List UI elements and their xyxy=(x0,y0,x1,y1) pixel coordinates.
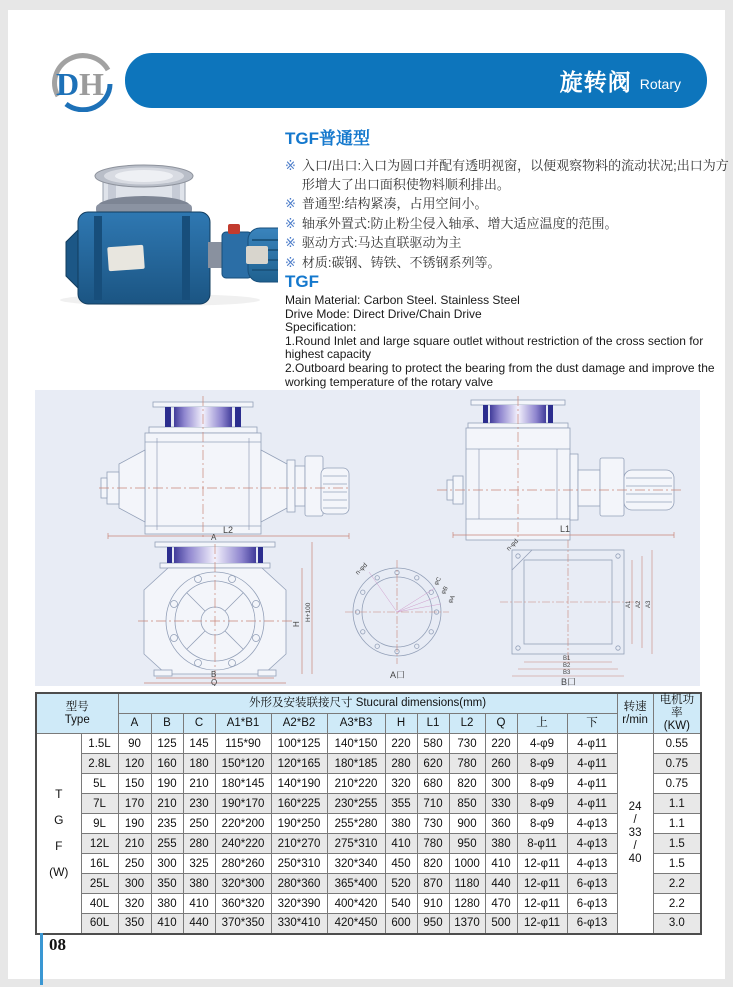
table-cell: 100*125 xyxy=(271,734,327,754)
dim-label-l2: L2 xyxy=(223,525,234,535)
model-type-cell: 25L xyxy=(81,874,118,894)
round-flange-drawing xyxy=(335,552,470,680)
power-cell: 1.5 xyxy=(653,854,701,874)
table-cell: 320*390 xyxy=(271,894,327,914)
dia-label: φB xyxy=(440,585,450,596)
table-cell: 370*350 xyxy=(215,914,271,934)
feature-bullets xyxy=(285,157,733,273)
table-cell: 710 xyxy=(417,794,449,814)
spec-line: 1.Round Inlet and large square outlet without restriction of the cross section for highest capacity xyxy=(285,333,704,362)
table-cell: 280 xyxy=(183,834,215,854)
table-cell: 300 xyxy=(151,854,183,874)
col-header-power xyxy=(653,693,701,734)
table-cell: 420*450 xyxy=(327,914,385,934)
table-cell: 12-φ11 xyxy=(517,894,567,914)
table-cell: 4-φ13 xyxy=(567,834,617,854)
table-cell: 910 xyxy=(417,894,449,914)
dim-label-q: Q xyxy=(211,678,218,686)
table-cell: 140*150 xyxy=(327,734,385,754)
table-cell: 6-φ13 xyxy=(567,914,617,934)
table-cell: 150 xyxy=(118,774,151,794)
table-body xyxy=(36,734,701,934)
table-cell: 12-φ11 xyxy=(517,874,567,894)
table-cell: 320 xyxy=(118,894,151,914)
table-cell: 280 xyxy=(385,754,417,774)
power-cell: 0.75 xyxy=(653,754,701,774)
table-cell: 190 xyxy=(151,774,183,794)
bullet-marker: ※ xyxy=(285,235,296,250)
col-header-speed-zh: 转速 xyxy=(623,700,647,713)
table-cell: 820 xyxy=(449,774,485,794)
col-header-power-en: (KW) xyxy=(663,720,690,732)
table-cell: 730 xyxy=(449,734,485,754)
table-cell: 120*165 xyxy=(271,754,327,774)
table-cell: 210 xyxy=(183,774,215,794)
table-cell: 780 xyxy=(417,834,449,854)
table-cell: 145 xyxy=(183,734,215,754)
table-cell: 1180 xyxy=(449,874,485,894)
spec-line: 2.Outboard bearing to protect the bearing from the dust damage and improve the working temperature of the rotary valve xyxy=(285,360,715,389)
table-cell: 380 xyxy=(385,814,417,834)
col-header-dim: B xyxy=(151,713,183,733)
table-cell: 220 xyxy=(385,734,417,754)
table-cell: 250 xyxy=(183,814,215,834)
square-flange-caption: B口 xyxy=(561,677,577,686)
side-view-drawing-l1 xyxy=(413,392,693,542)
col-header-type-en: Type xyxy=(64,713,90,726)
table-cell: 180*185 xyxy=(327,754,385,774)
bullet-marker: ※ xyxy=(285,215,296,231)
table-cell: 365*400 xyxy=(327,874,385,894)
bullet-item xyxy=(285,215,733,234)
round-flange-caption: A口 xyxy=(390,670,406,680)
bolt-note-label: n-φd xyxy=(505,537,520,553)
spec-title: TGF xyxy=(285,272,319,291)
logo-letter-d: D xyxy=(56,66,80,102)
table-cell: 325 xyxy=(183,854,215,874)
power-cell: 1.5 xyxy=(653,834,701,854)
col-header-dim: C xyxy=(183,713,215,733)
table-cell: 600 xyxy=(385,914,417,934)
table-cell: 470 xyxy=(485,894,517,914)
side-view-drawing-l2 xyxy=(53,392,353,542)
table-header-row xyxy=(36,693,701,713)
table-cell: 4-φ11 xyxy=(567,794,617,814)
model-type-cell: 2.8L xyxy=(81,754,118,774)
bullet-marker: ※ xyxy=(285,158,296,173)
table-cell: 1000 xyxy=(449,854,485,874)
col-header-dim: A3*B3 xyxy=(327,713,385,733)
pagenum-accent-bar xyxy=(40,933,43,985)
table-row xyxy=(36,834,701,854)
bullet-text: 轴承外置式:防止粉尘侵入轴承、增大适应温度的范围。 xyxy=(301,215,618,231)
table-cell: 330*410 xyxy=(271,914,327,934)
power-cell: 1.1 xyxy=(653,794,701,814)
product-photo xyxy=(50,150,278,308)
table-cell: 410 xyxy=(385,834,417,854)
model-type-cell: 60L xyxy=(81,914,118,934)
table-cell: 330 xyxy=(485,794,517,814)
col-header-type-zh: 型号 xyxy=(65,700,89,713)
width-dim-label: B3 xyxy=(563,670,571,676)
table-cell: 160*225 xyxy=(271,794,327,814)
table-cell: 90 xyxy=(118,734,151,754)
table-cell: 500 xyxy=(485,914,517,934)
model-type-cell: 9L xyxy=(81,814,118,834)
col-header-speed xyxy=(617,693,653,734)
bullet-marker: ※ xyxy=(285,196,296,211)
col-header-dim: H xyxy=(385,713,417,733)
table-cell: 320*340 xyxy=(327,854,385,874)
table-cell: 4-φ11 xyxy=(567,754,617,774)
width-dim-label: B2 xyxy=(563,663,571,669)
table-cell: 12-φ11 xyxy=(517,854,567,874)
bullet-item xyxy=(285,195,733,214)
model-type-cell: 7L xyxy=(81,794,118,814)
col-header-type xyxy=(36,693,118,734)
table-cell: 350 xyxy=(151,874,183,894)
col-header-dim: A xyxy=(118,713,151,733)
table-cell: 280*260 xyxy=(215,854,271,874)
table-cell: 300 xyxy=(118,874,151,894)
table-cell: 950 xyxy=(417,914,449,934)
table-cell: 150*120 xyxy=(215,754,271,774)
banner-title-zh: 旋转阀 xyxy=(559,69,632,95)
col-header-dim: A1*B1 xyxy=(215,713,271,733)
table-cell: 850 xyxy=(449,794,485,814)
col-header-dim: L1 xyxy=(417,713,449,733)
table-cell: 190*250 xyxy=(271,814,327,834)
table-row xyxy=(36,914,701,934)
table-cell: 255*280 xyxy=(327,814,385,834)
table-cell: 180*145 xyxy=(215,774,271,794)
section-banner xyxy=(125,53,707,108)
bullet-text: 入口/出口:入口为圆口并配有透明视窗，以便观察物料的流动状况;出口为方形增大了出口面积使物料顺利排出。 xyxy=(301,158,729,192)
intro-title: TGF普通型 xyxy=(285,129,370,148)
power-cell: 2.2 xyxy=(653,894,701,914)
model-type-cell: 1.5L xyxy=(81,734,118,754)
table-cell: 4-φ11 xyxy=(567,774,617,794)
table-cell: 540 xyxy=(385,894,417,914)
series-label-cell: T G F (W) xyxy=(36,734,81,934)
dim-label-h: H xyxy=(292,621,301,627)
table-cell: 4-φ13 xyxy=(567,814,617,834)
table-cell: 780 xyxy=(449,754,485,774)
company-logo-icon xyxy=(46,50,118,112)
col-header-dim: L2 xyxy=(449,713,485,733)
power-cell: 0.55 xyxy=(653,734,701,754)
page-number: 08 xyxy=(49,935,66,954)
height-dim-label: A1 xyxy=(626,600,632,608)
table-cell: 8-φ9 xyxy=(517,794,567,814)
spec-line: Drive Mode: Direct Drive/Chain Drive xyxy=(285,306,482,321)
height-dim-label: A3 xyxy=(646,600,652,608)
table-cell: 125 xyxy=(151,734,183,754)
power-cell: 1.1 xyxy=(653,814,701,834)
table-cell: 250 xyxy=(118,854,151,874)
table-cell: 115*90 xyxy=(215,734,271,754)
table-cell: 6-φ13 xyxy=(567,894,617,914)
power-cell: 3.0 xyxy=(653,914,701,934)
table-cell: 380 xyxy=(485,834,517,854)
table-cell: 410 xyxy=(183,894,215,914)
logo-letter-h: H xyxy=(79,66,104,102)
table-cell: 360 xyxy=(485,814,517,834)
table-cell: 580 xyxy=(417,734,449,754)
power-cell: 0.75 xyxy=(653,774,701,794)
table-row xyxy=(36,874,701,894)
table-cell: 240*220 xyxy=(215,834,271,854)
table-cell: 1280 xyxy=(449,894,485,914)
table-cell: 380 xyxy=(183,874,215,894)
dim-label-l1: L1 xyxy=(560,524,571,534)
banner-title-en: Rotary xyxy=(639,75,681,92)
table-row xyxy=(36,894,701,914)
table-cell: 4-φ13 xyxy=(567,854,617,874)
col-header-speed-en: r/min xyxy=(622,713,648,726)
table-cell: 180 xyxy=(183,754,215,774)
table-cell: 4-φ9 xyxy=(517,734,567,754)
table-cell: 4-φ11 xyxy=(567,734,617,754)
table-cell: 12-φ11 xyxy=(517,914,567,934)
table-cell: 210*220 xyxy=(327,774,385,794)
table-row xyxy=(36,774,701,794)
bullet-item xyxy=(285,254,733,273)
table-cell: 680 xyxy=(417,774,449,794)
table-row xyxy=(36,734,701,754)
table-row xyxy=(36,754,701,774)
table-cell: 210 xyxy=(151,794,183,814)
bolt-note-label: n-φd xyxy=(354,561,369,577)
table-row xyxy=(36,854,701,874)
dia-label: φA xyxy=(447,594,457,605)
table-cell: 400*420 xyxy=(327,894,385,914)
table-row xyxy=(36,814,701,834)
technical-drawings-panel xyxy=(35,390,700,686)
table-cell: 410 xyxy=(485,854,517,874)
table-cell: 140*190 xyxy=(271,774,327,794)
table-cell: 190 xyxy=(118,814,151,834)
table-cell: 355 xyxy=(385,794,417,814)
table-cell: 360*320 xyxy=(215,894,271,914)
front-view-drawing xyxy=(90,532,340,686)
table-cell: 8-φ9 xyxy=(517,774,567,794)
table-cell: 350 xyxy=(118,914,151,934)
dim-label-b: B xyxy=(211,670,217,679)
dim-label-h100: H+100 xyxy=(305,602,312,622)
bullet-item xyxy=(285,157,733,194)
col-header-dim: 上 xyxy=(517,713,567,733)
table-cell: 410 xyxy=(151,914,183,934)
bullet-item xyxy=(285,234,733,253)
col-header-dim: A2*B2 xyxy=(271,713,327,733)
catalog-page xyxy=(8,10,729,979)
table-cell: 320*300 xyxy=(215,874,271,894)
speed-value-cell: 24 / 33 / 40 xyxy=(617,734,653,934)
table-subheader-row xyxy=(36,713,701,733)
table-cell: 900 xyxy=(449,814,485,834)
table-cell: 190*170 xyxy=(215,794,271,814)
table-cell: 275*310 xyxy=(327,834,385,854)
table-cell: 170 xyxy=(118,794,151,814)
table-cell: 8-φ9 xyxy=(517,754,567,774)
table-cell: 520 xyxy=(385,874,417,894)
table-cell: 220 xyxy=(485,734,517,754)
spec-line: Specification: xyxy=(285,320,357,335)
table-cell: 450 xyxy=(385,854,417,874)
table-cell: 320 xyxy=(385,774,417,794)
model-type-cell: 12L xyxy=(81,834,118,854)
table-cell: 820 xyxy=(417,854,449,874)
model-type-cell: 16L xyxy=(81,854,118,874)
dia-label: φC xyxy=(433,576,443,587)
table-cell: 440 xyxy=(183,914,215,934)
model-type-cell: 40L xyxy=(81,894,118,914)
table-cell: 620 xyxy=(417,754,449,774)
table-cell: 300 xyxy=(485,774,517,794)
table-cell: 210 xyxy=(118,834,151,854)
table-cell: 160 xyxy=(151,754,183,774)
table-cell: 1370 xyxy=(449,914,485,934)
table-cell: 8-φ11 xyxy=(517,834,567,854)
table-cell: 235 xyxy=(151,814,183,834)
width-dim-label: B1 xyxy=(563,656,571,662)
dim-label-a: A xyxy=(211,533,217,542)
table-row xyxy=(36,794,701,814)
table-cell: 260 xyxy=(485,754,517,774)
table-cell: 870 xyxy=(417,874,449,894)
table-cell: 950 xyxy=(449,834,485,854)
col-header-dimensions: 外形及安装联接尺寸 Stucural dimensions(mm) xyxy=(118,693,617,713)
table-cell: 230*255 xyxy=(327,794,385,814)
col-header-power-zh: 电机功率 xyxy=(659,694,695,719)
col-header-dim: 下 xyxy=(567,713,617,733)
bullet-text: 材质:碳钢、铸铁、不锈钢系列等。 xyxy=(301,254,501,270)
table-cell: 230 xyxy=(183,794,215,814)
table-cell: 380 xyxy=(151,894,183,914)
table-cell: 440 xyxy=(485,874,517,894)
power-cell: 2.2 xyxy=(653,874,701,894)
bullet-text: 普通型:结构紧凑，占用空间小。 xyxy=(301,196,488,211)
col-header-dim: Q xyxy=(485,713,517,733)
model-type-cell: 5L xyxy=(81,774,118,794)
dimensions-table xyxy=(35,692,702,935)
table-cell: 280*360 xyxy=(271,874,327,894)
square-flange-drawing xyxy=(490,534,670,686)
bullet-marker: ※ xyxy=(285,254,296,270)
table-cell: 210*270 xyxy=(271,834,327,854)
table-cell: 6-φ13 xyxy=(567,874,617,894)
table-cell: 8-φ9 xyxy=(517,814,567,834)
table-cell: 220*200 xyxy=(215,814,271,834)
bullet-text: 驱动方式:马达直联驱动为主 xyxy=(301,235,462,250)
table-cell: 255 xyxy=(151,834,183,854)
table-cell: 250*310 xyxy=(271,854,327,874)
table-cell: 120 xyxy=(118,754,151,774)
table-cell: 730 xyxy=(417,814,449,834)
spec-line: Main Material: Carbon Steel. Stainless Steel xyxy=(285,293,520,307)
spec-text xyxy=(285,294,733,389)
height-dim-label: A2 xyxy=(636,600,642,608)
